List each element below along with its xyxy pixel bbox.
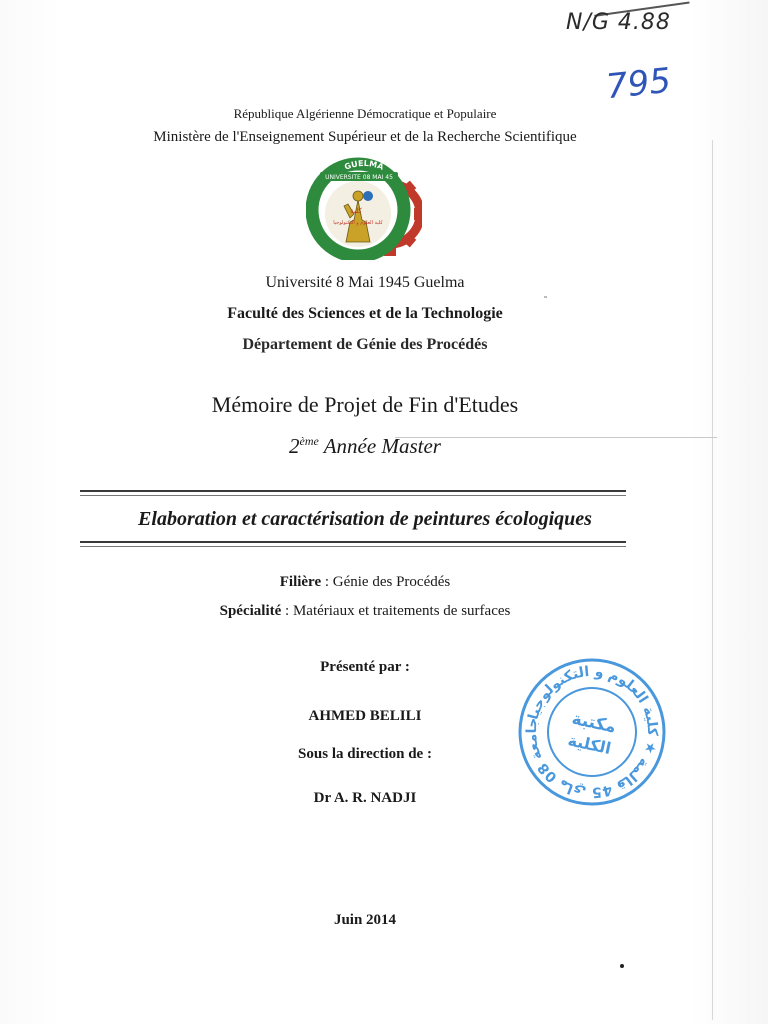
specialite-line: Spécialité : Matériaux et traitements de surfaces: [219, 603, 511, 619]
svg-text:جامعة 08 ماي 45 قالمة ★ كلية ا: جامعة 08 ماي 45 قالمة ★ كلية العلوم و التكنولوجيا: [523, 663, 661, 801]
thesis-title: Elaboration et caractérisation de peintures écologiques: [138, 508, 592, 530]
university-logo-icon: [306, 156, 422, 260]
filiere-line: Filière : Génie des Procédés: [279, 574, 451, 590]
svg-text:UNIVERSITE 08 MAI 45: UNIVERSITE 08 MAI 45: [325, 174, 393, 181]
university-name: Université 8 Mai 1945 Guelma: [265, 274, 465, 291]
faculty-name: Faculté des Sciences et de la Technologie: [227, 305, 503, 322]
title-rule-bottom: [80, 541, 626, 543]
svg-text:كلية العلوم و التكنولوجيا: كلية العلوم و التكنولوجيا: [333, 220, 383, 226]
svg-text:GUELMA: GUELMA: [343, 158, 385, 172]
republic-line: République Algérienne Démocratique et Populaire: [233, 106, 497, 121]
reference-strikethrough: [594, 1, 694, 46]
year-line: 2ème Année Master: [289, 434, 441, 458]
svg-text:مكتبة: مكتبة: [569, 708, 618, 738]
library-stamp-icon: [516, 656, 668, 808]
ministry-line: Ministère de l'Enseignement Supérieur et de la Recherche Scientifique: [153, 129, 577, 145]
document-date: Juin 2014: [333, 912, 397, 928]
memoir-heading: Mémoire de Projet de Fin d'Etudes: [211, 392, 519, 417]
handwritten-number: 795: [604, 60, 673, 108]
direction-label: Sous la direction de :: [298, 746, 432, 762]
director-name: Dr A. R. NADJI: [313, 790, 417, 806]
ink-dot: [620, 964, 624, 968]
presented-by-label: Présenté par :: [320, 659, 410, 675]
svg-text:كلية: كلية: [350, 207, 362, 215]
svg-text:الكلية: الكلية: [566, 730, 613, 759]
title-rule-top: [80, 490, 626, 492]
author-name: AHMED BELILI: [308, 708, 422, 724]
department-name: Département de Génie des Procédés: [242, 336, 488, 353]
scan-fleck: [544, 296, 547, 298]
title-rule-bottom-thin: [80, 546, 626, 547]
title-rule-top-thin: [80, 495, 626, 496]
handwritten-reference: N/G 4.88: [566, 10, 671, 35]
